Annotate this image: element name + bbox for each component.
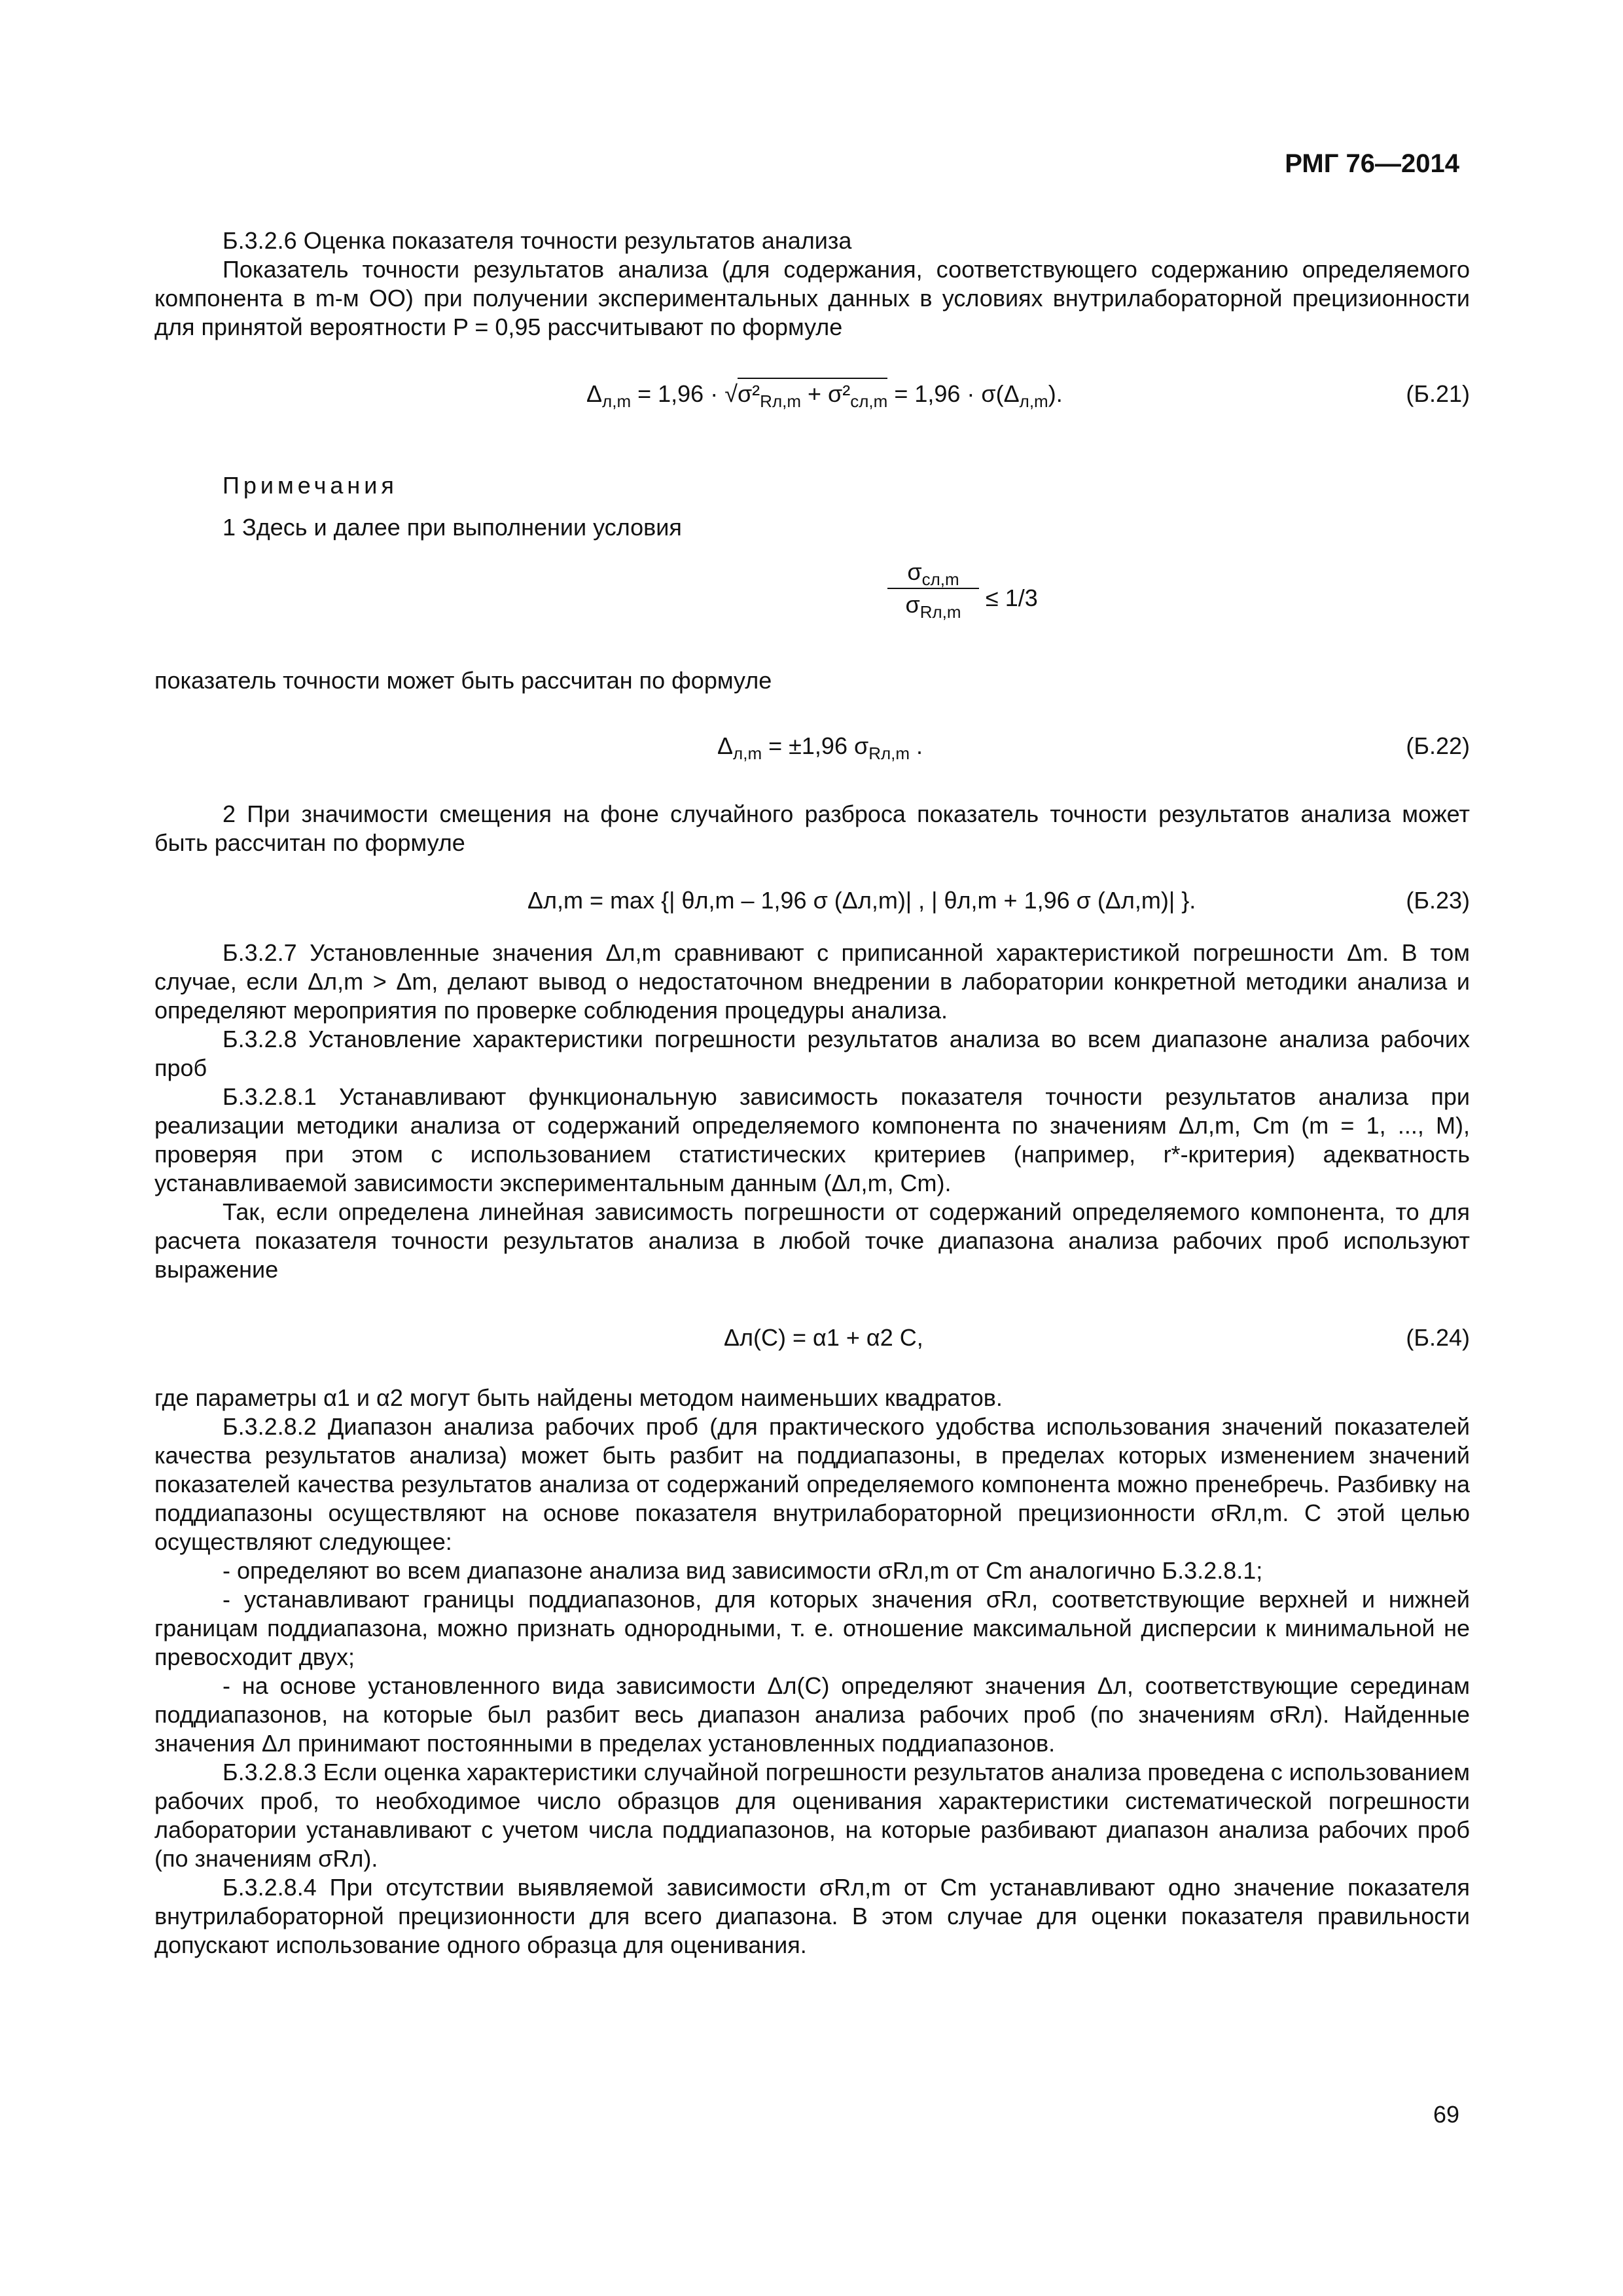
formula-b22-expression: $\Delta_{л,m} = \pm 1,96$ $\sigma_{Rл,m}$ . <box>717 732 923 763</box>
notes-title: Примечания <box>223 472 398 499</box>
standard-designation: РМГ 76—2014 <box>1285 149 1459 178</box>
paragraph-b3-2-6: Показатель точности результатов анализа (для содержания, соответствующего содержанию определяемого компонента в m-м ОО) при получении экспериментальных данных в условиях внутрилабораторной прецизионности для принятой вероятности P = 0,95 рассчитывают по формуле <box>154 256 1470 340</box>
condition-relation: ≤ 1/3 <box>986 584 1038 611</box>
formula-b24 <box>154 1323 1470 1369</box>
paragraph-b3-2-8-2: Б.3.2.8.2 Диапазон анализа рабочих проб (для практического удобства использования значений показателей качества результатов анализа) может быть разбит на поддиапазоны, в пределах которых изменением значений показателей качества результатов анализа от содержаний определяемого компонента можно пренебречь. Разбивку на поддиапазоны осуществляют на основе показателя внутрилабораторной прецизионности σRл,m. С этой целью осуществляют следующее: <box>154 1413 1470 1555</box>
section-title-b3-2-8: Б.3.2.8 Установление характеристики погрешности результатов анализа во всем диапазоне анализа рабочих проб <box>154 1026 1470 1081</box>
paragraph-b3-2-8-1-b: Так, если определена линейная зависимость погрешности от содержаний определяемого компонента, то для расчета показателя точности результатов анализа в любой точке диапазона анализа рабочих проб используют выражение <box>154 1198 1470 1283</box>
condition-fraction: $\sigma_{cл,m}$ $\sigma_{Rл,m}$ <box>887 558 979 619</box>
formula-b21-expression: $\Delta_{л,m} = 1,96 \cdot √\sigma^2_{Rл,m} + \sigma^2_{cл,m} = 1,96 \cdot \sigma(\Delta_{л,m})$. <box>586 380 1063 408</box>
formula-b21-number: (Б.21) <box>1406 380 1470 407</box>
paragraph-b3-2-8-1: Б.3.2.8.1 Устанавливают функциональную зависимость показателя точности результатов анализа при реализации методики анализа от содержаний определяемого компонента по значениям Δл,m, Cm (m = 1, ..., M), проверяя при этом с использованием статистических критериев (например, r*-критерия) адекватность устанавливаемой зависимости экспериментальным данным (Δл,m, Cm). <box>154 1083 1470 1196</box>
section-title-b3-2-6: Б.3.2.6 Оценка показателя точности результатов анализа <box>223 227 852 254</box>
page-number: 69 <box>1433 2101 1459 2128</box>
formula-b24-expression: Δл(C) = α1 + α2 C, <box>724 1324 923 1351</box>
formula-b22-number: (Б.22) <box>1406 732 1470 759</box>
list-item: - устанавливают границы поддиапазонов, для которых значения σRл, соответствующие верхней и нижней границам поддиапазона, можно признать однородными, т. е. отношение максимальной дисперсии к минимальной не превосходит двух; <box>154 1586 1470 1670</box>
list-item: - определяют во всем диапазоне анализа вид зависимости σRл,m от Cm аналогично Б.3.2.8.1; <box>223 1557 1263 1584</box>
formula-b23-expression: Δл,m = max {| θл,m – 1,96 σ (Δл,m)| , | θл,m + 1,96 σ (Δл,m)| }. <box>527 887 1196 914</box>
condition-formula <box>154 558 1470 649</box>
body-text <box>154 226 1470 1960</box>
note-2: 2 При значимости смещения на фоне случайного разброса показатель точности результатов анализа может быть рассчитан по формуле <box>154 800 1470 856</box>
formula-b21 <box>154 380 1470 432</box>
formula-b24-number: (Б.24) <box>1406 1324 1470 1351</box>
formula-b23 <box>154 886 1470 932</box>
formula-b23-number: (Б.23) <box>1406 887 1470 914</box>
paragraph-b3-2-8-4: Б.3.2.8.4 При отсутствии выявляемой зависимости σRл,m от Cm устанавливают одно значение показателя внутрилабораторной прецизионности для всего диапазона. В этом случае для оценки показателя правильности допускают использование одного образца для оценивания. <box>154 1874 1470 1958</box>
list-item: - на основе установленного вида зависимости Δл(C) определяют значения Δл, соответствующие серединам поддиапазонов, на которые был разбит весь диапазон анализа рабочих проб (по значениям σRл). Найденные значения Δл принимают постоянными в пределах установленных поддиапазонов. <box>154 1672 1470 1757</box>
formula-b22 <box>154 732 1470 778</box>
paragraph-after-b24: где параметры α1 и α2 могут быть найдены методом наименьших квадратов. <box>154 1384 1003 1411</box>
note-1-continued: показатель точности может быть рассчитан по формуле <box>154 667 772 694</box>
paragraph-b3-2-8-3: Б.3.2.8.3 Если оценка характеристики случайной погрешности результатов анализа проведена с использованием рабочих проб, то необходимое число образцов для оценивания характеристики систематической погрешности лаборатории устанавливают с учетом числа поддиапазонов, на которые разбивают диапазон анализа рабочих проб (по значениям σRл). <box>154 1759 1470 1872</box>
paragraph-b3-2-7: Б.3.2.7 Установленные значения Δл,m сравнивают с приписанной характеристикой погрешности Δm. В том случае, если Δл,m > Δm, делают вывод о недостаточном внедрении в лаборатории конкретной методики анализа и определяют мероприятия по проверке соблюдения процедуры анализа. <box>154 939 1470 1024</box>
note-1: 1 Здесь и далее при выполнении условия <box>223 514 682 541</box>
